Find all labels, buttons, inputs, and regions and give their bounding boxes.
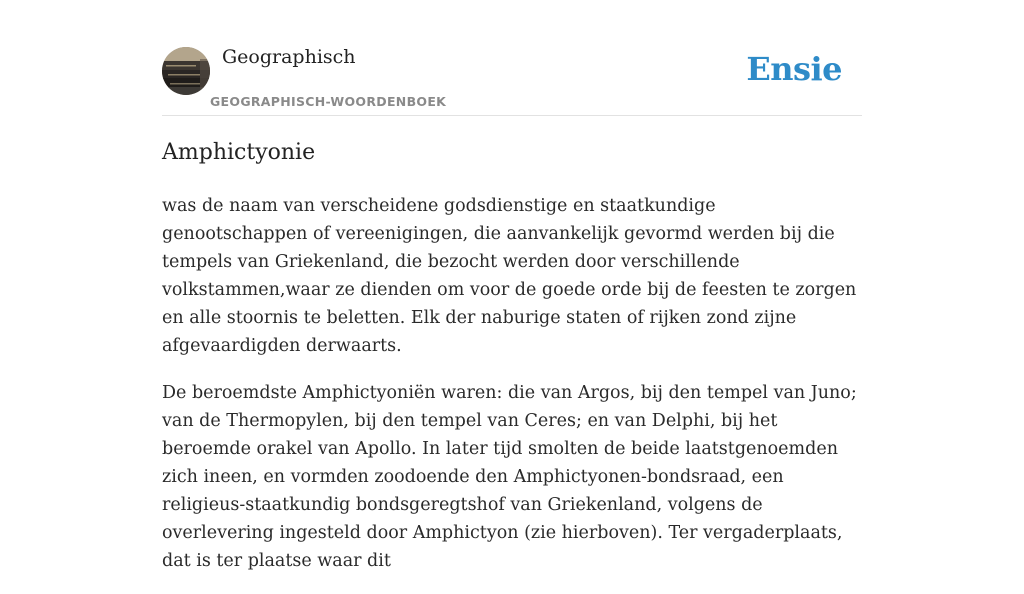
brand-logo-link[interactable]: Ensie (746, 50, 842, 88)
article-paragraph: was de naam van verscheidene godsdienstige en staatkundige genootschappen of vereenigingen, die aanvankelijk gevormd werden bij die tempels van Griekenland, die bezocht werden door verschillende volkstammen,waar ze dienden om voor de goede orde bij de feesten te zorgen en alle stoornis te beletten. Elk der naburige staten of rijken zond zijne afgevaardigden derwaarts. (162, 196, 857, 356)
article-paragraph: De beroemdste Amphictyoniën waren: die van Argos, bij den tempel van Juno; van de Thermopylen, bij den tempel van Ceres; en van Delphi, bij het beroemde orakel van Apollo. In later tijd smolten de beide laatstgenoemden zich ineen, en vormden zoodoende den Amphictyonen-bondsraad, een religieus-staatkundig bondsgeregtshof van Griekenland, volgens de overlevering ingesteld door Amphictyon (zie hierboven). Ter vergaderplaats, dat is ter plaatse waar dit (162, 383, 857, 571)
header (162, 0, 862, 116)
source-subtitle[interactable]: GEOGRAPHISCH-WOORDENBOEK (210, 94, 447, 109)
source-title[interactable]: Geographisch (222, 46, 356, 68)
content-container (162, 0, 862, 571)
source-avatar-icon[interactable] (162, 47, 210, 95)
article-body (162, 192, 862, 594)
article-title: Amphictyonie (162, 140, 316, 165)
